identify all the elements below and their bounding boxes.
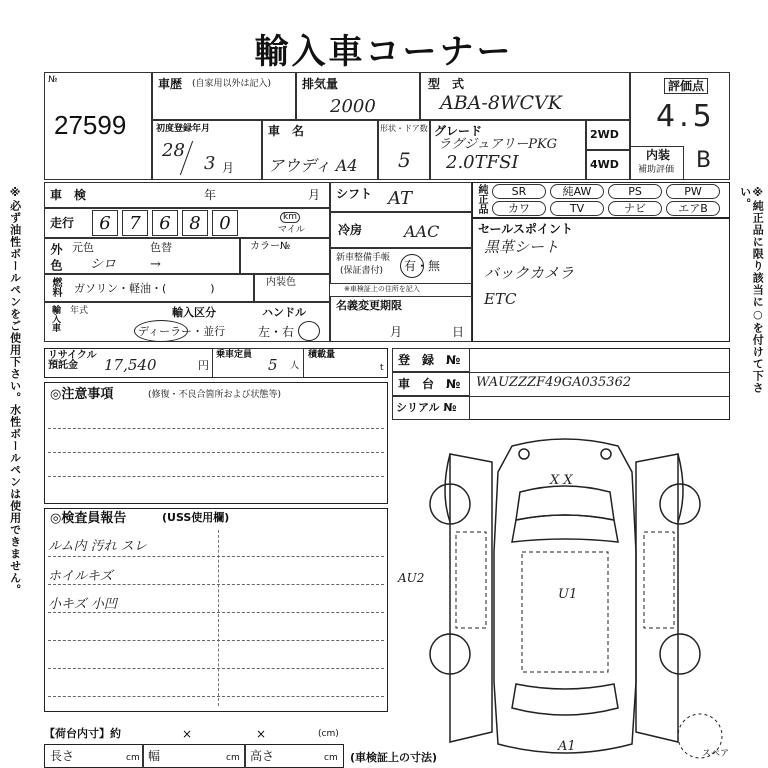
history-sub: (自家用以外は記入) bbox=[192, 79, 272, 89]
name-change-label: 名義変更期限 bbox=[336, 299, 402, 312]
mileage-unit-mile: マイル bbox=[278, 225, 305, 235]
first-reg-label: 初度登録年月 bbox=[156, 124, 211, 134]
cargo-x2: × bbox=[256, 727, 267, 741]
displacement-value: 2000 bbox=[330, 96, 376, 117]
car-name-label: 車 名 bbox=[268, 124, 305, 138]
model-label: 型 式 bbox=[428, 77, 465, 91]
inspector-label: ◎検査員報告 bbox=[50, 511, 127, 526]
equipment-option: カワ bbox=[492, 201, 546, 216]
inspector-note-1: ルム内 汚れ スレ bbox=[48, 539, 147, 554]
damage-mark-top: X X bbox=[550, 473, 573, 488]
manual-sub: (保証書付) bbox=[340, 266, 384, 276]
grade-line2: 2.0TFSI bbox=[446, 152, 519, 173]
fuel-options: ガソリン・軽油・( ) bbox=[74, 282, 215, 295]
cargo-label: 【荷台内寸】約 bbox=[44, 727, 121, 740]
mileage-unit-km: km bbox=[280, 212, 300, 223]
exterior-label: 外色 bbox=[49, 243, 63, 275]
grade-label: グレード bbox=[434, 124, 483, 138]
drive-2wd: 2WD bbox=[590, 128, 619, 141]
side-note-right: ※純正品に限り該当に○を付けて下さい。 bbox=[738, 186, 765, 394]
doors-label: 形状・ドア数 bbox=[380, 124, 428, 133]
mileage-digit: 8 bbox=[182, 210, 208, 236]
aircon-value: AAC bbox=[404, 222, 440, 241]
damage-mark-roof: U1 bbox=[558, 587, 578, 602]
sales-points-label: セールスポイント bbox=[478, 222, 573, 236]
drive-4wd: 4WD bbox=[590, 158, 619, 171]
mileage-label: 走行 bbox=[50, 216, 75, 230]
exterior-arrow: → bbox=[150, 257, 161, 272]
dims-width: 幅 bbox=[148, 749, 161, 763]
score-label: 評価点 bbox=[664, 78, 708, 94]
equipment-option: エアB bbox=[666, 201, 720, 216]
load-label: 積載量 bbox=[308, 350, 336, 360]
chassis-label: 車 台 № bbox=[398, 377, 461, 391]
page-title: 輸入車コーナー bbox=[254, 32, 514, 72]
inspector-sub: (USS使用欄) bbox=[162, 511, 230, 524]
import-division-label: 輸入区分 bbox=[172, 306, 216, 319]
capacity-value: 5 bbox=[268, 356, 278, 374]
import-year-label: 年式 bbox=[70, 306, 89, 316]
mileage-odometer bbox=[92, 210, 274, 236]
capacity-label: 乗車定員 bbox=[216, 350, 253, 360]
mileage-digit: 6 bbox=[152, 210, 178, 236]
shift-value: AT bbox=[388, 188, 413, 209]
chassis-value: WAUZZZF49GA035362 bbox=[476, 375, 632, 390]
dims-length: 長さ bbox=[50, 749, 75, 763]
inspector-note-3: 小キズ 小凹 bbox=[48, 597, 117, 612]
import-division-value: ディーラー・並行 bbox=[138, 325, 226, 338]
displacement-label: 排気量 bbox=[302, 77, 339, 91]
aircon-label: 冷房 bbox=[338, 223, 363, 237]
interior-value: B bbox=[696, 148, 712, 173]
capacity-unit: 人 bbox=[290, 361, 300, 371]
first-reg-year: 28 bbox=[162, 140, 185, 161]
manual-circle bbox=[400, 254, 424, 278]
fuel-label: 燃料 bbox=[50, 277, 61, 297]
sales-point-1: 黒革シート bbox=[484, 238, 560, 256]
recycle-value: 17,540 bbox=[104, 356, 157, 374]
equipment-option: PW bbox=[666, 184, 720, 199]
sales-point-2: バックカメラ bbox=[484, 264, 575, 282]
import-handle-value: 左・右 bbox=[258, 325, 295, 339]
model-value: ABA-8WCVK bbox=[440, 92, 562, 114]
damage-mark-side: AU2 bbox=[398, 571, 425, 585]
serial-label: シリアル № bbox=[396, 401, 457, 414]
dims-unit-2: cm bbox=[226, 753, 240, 763]
equipment-option: SR bbox=[492, 184, 546, 199]
sales-point-3: ETC bbox=[484, 290, 517, 308]
dims-block bbox=[44, 744, 344, 768]
import-label: 輸入車 bbox=[50, 305, 60, 332]
lot-no-label: № bbox=[48, 75, 58, 85]
side-note-left: ※必ず油性ボールペンをご使用下さい。水性ボールペンは使用できません。 bbox=[8, 186, 22, 596]
damage-mark-bottom: A1 bbox=[558, 739, 576, 754]
dims-unit-1: cm bbox=[126, 753, 140, 763]
name-change-month: 月 bbox=[390, 325, 403, 339]
recycle-unit: 円 bbox=[198, 359, 209, 372]
score-value: 4.5 bbox=[656, 99, 716, 134]
equipment-option: 純AW bbox=[550, 184, 604, 199]
interior-sub: 補助評価 bbox=[638, 165, 675, 175]
dims-height: 高さ bbox=[250, 749, 275, 763]
equipment-option: PS bbox=[608, 184, 662, 199]
first-reg-month: 3 bbox=[204, 153, 216, 174]
manual-label: 新車整備手帳 bbox=[336, 253, 391, 263]
equipment-option: ナビ bbox=[608, 201, 662, 216]
shift-label: シフト bbox=[336, 187, 373, 201]
first-reg-month-unit: 月 bbox=[222, 161, 235, 175]
color-no-label: カラー№ bbox=[250, 241, 291, 252]
interior-color-label: 内装色 bbox=[266, 277, 296, 288]
inspection-month: 月 bbox=[308, 188, 321, 202]
spare-label: スペア bbox=[702, 749, 730, 759]
interior-label: 内装 bbox=[646, 148, 671, 162]
car-name-value: アウディ A4 bbox=[268, 156, 358, 175]
lot-number: 27599 bbox=[54, 110, 127, 140]
mileage-digit: 0 bbox=[212, 210, 238, 236]
dims-unit-3: cm bbox=[324, 753, 338, 763]
manual-note: ※車検証上の住所を記入 bbox=[344, 285, 420, 293]
exterior-orig: 元色 bbox=[72, 241, 94, 254]
load-unit: t bbox=[380, 363, 384, 373]
inspection-year: 年 bbox=[204, 188, 217, 202]
cargo-x1: × bbox=[182, 727, 193, 741]
equipment-label: 純正品 bbox=[476, 184, 487, 214]
dims-note: (車検証上の寸法) bbox=[350, 751, 438, 764]
recycle-label: リサイクル預託金 bbox=[48, 350, 97, 371]
history-label: 車歴 bbox=[158, 77, 183, 91]
equipment-option: TV bbox=[550, 201, 604, 216]
notes-label: ◎注意事項 bbox=[50, 387, 114, 402]
grade-line1: ラグジュアリーPKG bbox=[438, 137, 558, 152]
import-handle-label: ハンドル bbox=[262, 306, 306, 319]
mileage-digit: 6 bbox=[92, 210, 118, 236]
inspection-label: 車 検 bbox=[50, 188, 87, 202]
mileage-digit: 7 bbox=[122, 210, 148, 236]
notes-sub: (修復・不良合箇所および状態等) bbox=[148, 390, 282, 400]
exterior-value: シロ bbox=[90, 257, 117, 272]
exterior-changed: 色替 bbox=[150, 241, 172, 254]
doors-value: 5 bbox=[398, 148, 411, 172]
inspector-note-2: ホイルキズ bbox=[48, 569, 113, 584]
equipment-options bbox=[492, 184, 728, 216]
registration-label: 登 録 № bbox=[398, 353, 461, 367]
cargo-unit: (cm) bbox=[318, 729, 339, 739]
name-change-day: 日 bbox=[452, 325, 465, 339]
manual-options: 有・無 bbox=[404, 259, 441, 273]
